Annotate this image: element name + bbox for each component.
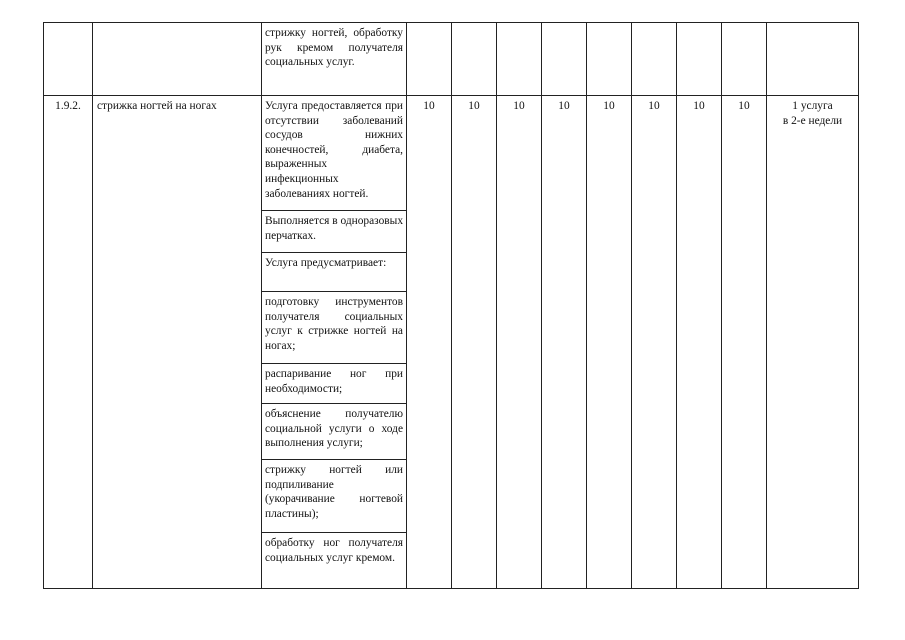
service-name: стрижка ногтей на ногах bbox=[93, 96, 262, 589]
value-cell: 10 bbox=[542, 96, 587, 589]
services-table bbox=[43, 22, 859, 589]
name-cell bbox=[93, 23, 262, 96]
description-part: объяснение получателю социальной услуги о ходе выполнения услуги; bbox=[262, 404, 407, 460]
description-part: стрижку ногтей или подпиливание (укорачивание ногтевой пластины); bbox=[262, 460, 407, 533]
description-cell: стрижку ногтей, обработку рук кремом получателя социальных услуг. bbox=[262, 23, 407, 96]
service-number: 1.9.2. bbox=[44, 96, 93, 589]
value-cell bbox=[452, 23, 497, 96]
number-cell bbox=[44, 23, 93, 96]
table-row-continuation bbox=[44, 23, 859, 96]
value-cell: 10 bbox=[632, 96, 677, 589]
value-cell bbox=[542, 23, 587, 96]
value-cell: 10 bbox=[407, 96, 452, 589]
value-cell bbox=[407, 23, 452, 96]
description-part: подготовку инструментов получателя социальных услуг к стрижке ногтей на ногах; bbox=[262, 292, 407, 364]
value-cell bbox=[587, 23, 632, 96]
description-part: Выполняется в одноразовых перчатках. bbox=[262, 211, 407, 253]
value-cell: 10 bbox=[497, 96, 542, 589]
table-row-service bbox=[44, 96, 859, 211]
value-cell: 10 bbox=[452, 96, 497, 589]
frequency-count: 1 услуга bbox=[792, 100, 833, 112]
value-cell bbox=[497, 23, 542, 96]
value-cell bbox=[677, 23, 722, 96]
value-cell: 10 bbox=[587, 96, 632, 589]
value-cell: 10 bbox=[677, 96, 722, 589]
description-part: Услуга предоставляется при отсутствии заболеваний сосудов нижних конечностей, диабета, выраженных инфекционных заболеваниях ногтей. bbox=[262, 96, 407, 211]
value-cell bbox=[632, 23, 677, 96]
frequency-cell bbox=[767, 96, 859, 589]
description-part: распаривание ног при необходимости; bbox=[262, 364, 407, 404]
frequency-cell bbox=[767, 23, 859, 96]
frequency-period: в 2-е недели bbox=[782, 114, 843, 127]
value-cell bbox=[722, 23, 767, 96]
description-part: Услуга предусматривает: bbox=[262, 253, 407, 292]
description-part: обработку ног получателя социальных услуг кремом. bbox=[262, 533, 407, 589]
value-cell: 10 bbox=[722, 96, 767, 589]
